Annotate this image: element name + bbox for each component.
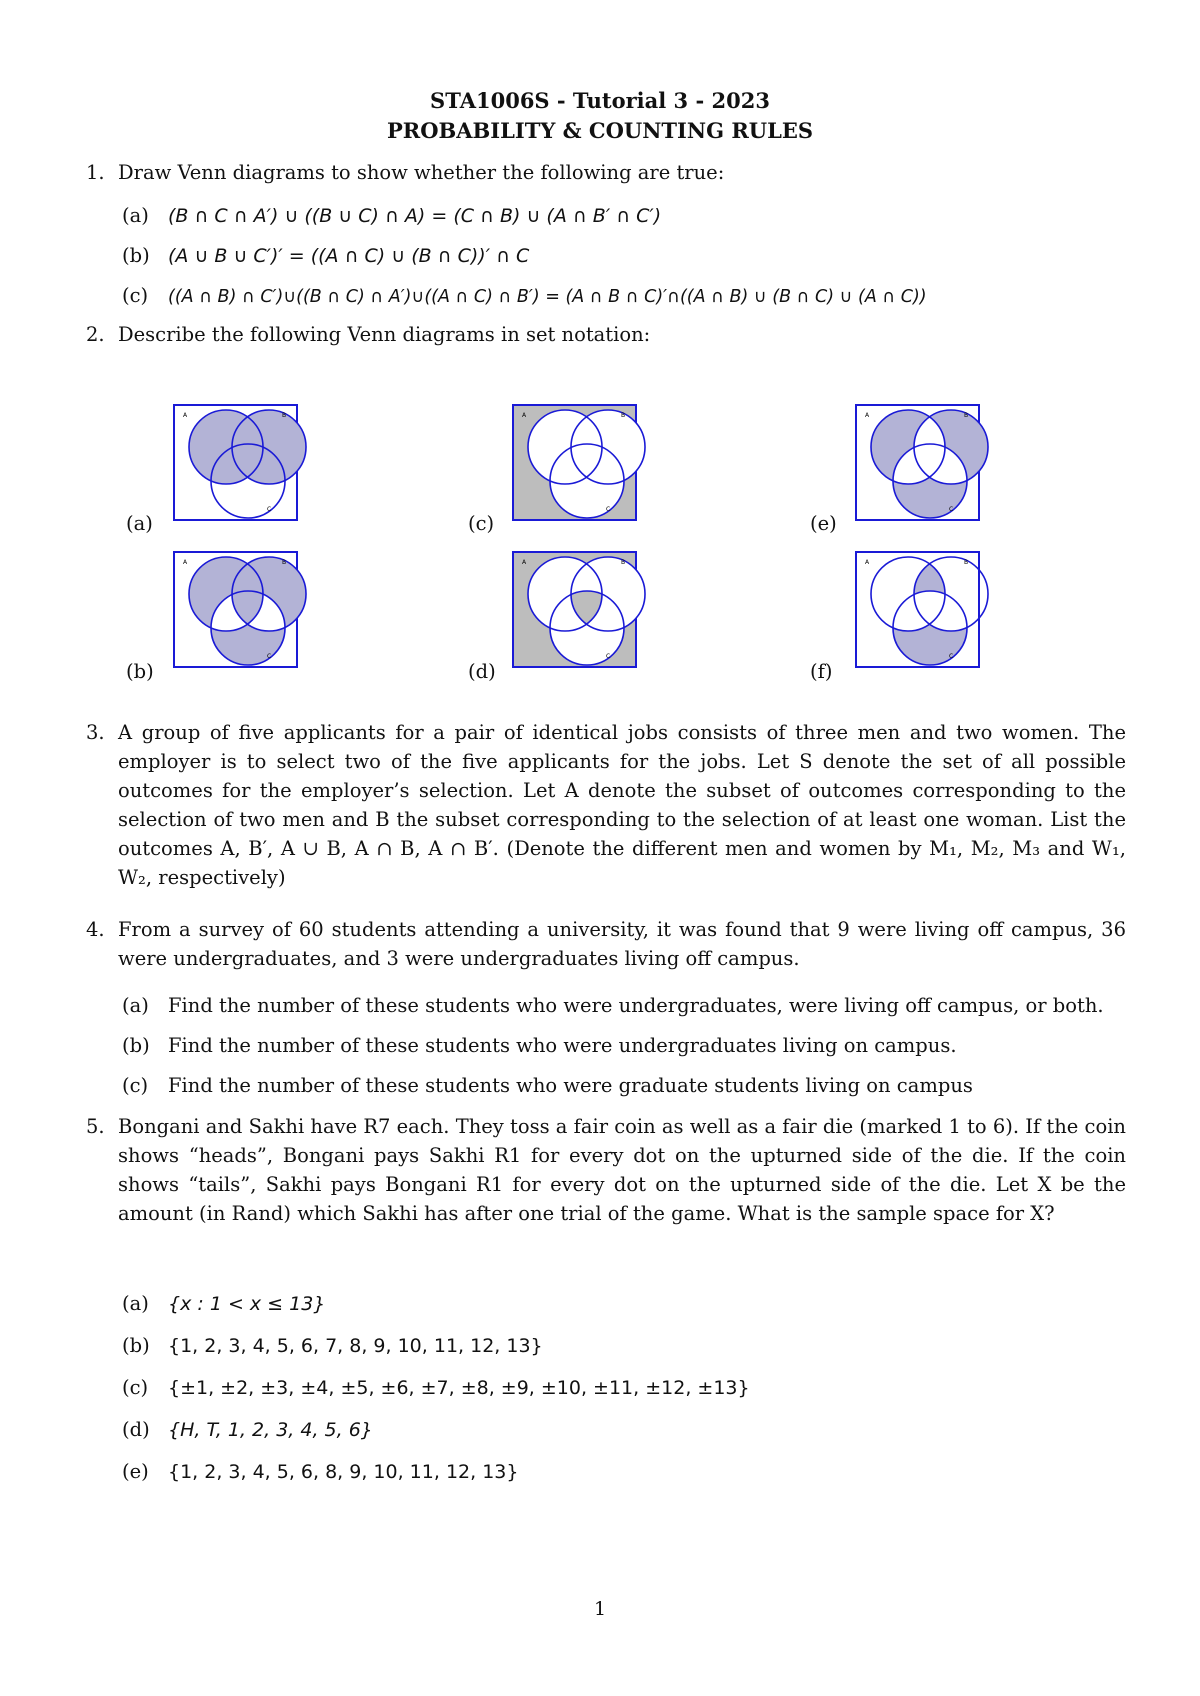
- question-number: 3.: [86, 721, 105, 744]
- item-expression: {H, T, 1, 2, 3, 4, 5, 6}: [168, 1419, 373, 1441]
- question-text: Describe the following Venn diagrams in set notation:: [118, 323, 651, 346]
- set-label-b: B: [621, 559, 626, 566]
- item-expression: {1, 2, 3, 4, 5, 6, 7, 8, 9, 10, 11, 12, 13}: [168, 1335, 543, 1357]
- question-2: [86, 320, 1126, 349]
- list-item: [122, 1326, 1132, 1368]
- diagram-label-f: (f): [810, 660, 833, 683]
- set-label-c: C: [267, 653, 272, 660]
- item-label: (a): [122, 204, 149, 227]
- list-item: [122, 1066, 1132, 1106]
- set-label-c: C: [606, 506, 611, 513]
- set-label-a: A: [183, 559, 188, 566]
- diagram-label-c: (c): [468, 512, 495, 535]
- set-label-b: B: [964, 412, 969, 419]
- set-label-a: A: [865, 559, 870, 566]
- diagram-label-d: (d): [468, 660, 496, 683]
- set-label-a: A: [522, 559, 527, 566]
- list-item: [122, 1452, 1132, 1494]
- question-number: 1.: [86, 161, 105, 184]
- question-3: [86, 718, 1126, 892]
- set-label-c: C: [267, 506, 272, 513]
- diagram-label-b: (b): [126, 660, 154, 683]
- item-label: (c): [122, 1074, 149, 1097]
- item-text: Find the number of these students who were undergraduates living on campus.: [168, 1034, 957, 1057]
- item-expression: (A ∪ B ∪ C′)′ = ((A ∩ C) ∪ (B ∩ C))′ ∩ C: [168, 245, 530, 267]
- question-number: 2.: [86, 323, 105, 346]
- venn-diagram-e: [856, 405, 988, 520]
- question-5: [86, 1112, 1126, 1228]
- question-4-items: [122, 986, 1132, 1106]
- list-item: [122, 1284, 1132, 1326]
- list-item: [122, 1410, 1132, 1452]
- question-text: From a survey of 60 students attending a university, it was found that 9 were living off campus, 36 were undergraduates, and 3 were undergraduates living off campus.: [118, 918, 1126, 970]
- title-line-1: STA1006S - Tutorial 3 - 2023: [430, 88, 770, 113]
- item-expression: ((A ∩ B) ∩ C′)∪((B ∩ C) ∩ A′)∪((A ∩ C) ∩ B′) = (A ∩ B ∩ C)′∩((A ∩ B) ∪ (B ∩ C) ∪ (A ∩ C)): [168, 287, 927, 307]
- venn-diagram-d: [513, 552, 645, 667]
- list-item: [122, 236, 1132, 276]
- venn-diagram-c: [513, 405, 645, 520]
- item-label: (b): [122, 1034, 150, 1057]
- item-expression: {1, 2, 3, 4, 5, 6, 8, 9, 10, 11, 12, 13}: [168, 1461, 519, 1483]
- set-label-b: B: [621, 412, 626, 419]
- list-item: [122, 196, 1132, 236]
- question-1: [86, 158, 1126, 187]
- venn-diagram-a: [174, 405, 306, 520]
- question-number: 5.: [86, 1115, 105, 1138]
- item-expression: (B ∩ C ∩ A′) ∪ ((B ∪ C) ∩ A) = (C ∩ B) ∪ (A ∩ B′ ∩ C′): [168, 205, 662, 227]
- set-label-c: C: [949, 653, 954, 660]
- title-line-2: PROBABILITY & COUNTING RULES: [386, 118, 814, 143]
- set-label-a: A: [522, 412, 527, 419]
- set-label-a: A: [865, 412, 870, 419]
- question-number: 4.: [86, 918, 105, 941]
- item-label: (c): [122, 1376, 149, 1399]
- venn-diagram-b: [174, 552, 306, 667]
- item-text: Find the number of these students who were graduate students living on campus: [168, 1074, 973, 1097]
- item-text: Find the number of these students who were undergraduates, were living off campus, or both.: [168, 994, 1104, 1017]
- set-label-b: B: [282, 412, 287, 419]
- set-label-a: A: [183, 412, 188, 419]
- item-label: (a): [122, 1292, 149, 1315]
- item-expression: {x : 1 < x ≤ 13}: [168, 1293, 326, 1315]
- set-label-c: C: [606, 653, 611, 660]
- question-5-items: [122, 1284, 1132, 1494]
- diagram-label-e: (e): [810, 512, 837, 535]
- item-label: (c): [122, 284, 149, 307]
- item-label: (b): [122, 1334, 150, 1357]
- item-label: (a): [122, 994, 149, 1017]
- item-label: (b): [122, 244, 150, 267]
- question-1-items: [122, 196, 1132, 316]
- list-item: [122, 1026, 1132, 1066]
- list-item: [122, 1368, 1132, 1410]
- question-text: Bongani and Sakhi have R7 each. They toss a fair coin as well as a fair die (marked 1 to 6). If the coin shows “heads”, Bongani pays Sakhi R1 for every dot on the upturned side of the die. If the coin shows “tails”, Sakhi pays Bongani R1 for every dot on the upturned side of the die. Let X be the amount (in Rand) which Sakhi has after one trial of the game. What is the sample space for X?: [118, 1115, 1126, 1225]
- item-label: (d): [122, 1418, 150, 1441]
- question-4: [86, 915, 1126, 973]
- venn-diagram-f: [856, 552, 988, 667]
- list-item: [122, 276, 1132, 316]
- set-label-b: B: [282, 559, 287, 566]
- set-label-c: C: [949, 506, 954, 513]
- venn-diagrams: [0, 390, 1200, 690]
- item-expression: {±1, ±2, ±3, ±4, ±5, ±6, ±7, ±8, ±9, ±10, ±11, ±12, ±13}: [168, 1377, 750, 1399]
- set-label-b: B: [964, 559, 969, 566]
- diagram-label-a: (a): [126, 512, 153, 535]
- page-number: 1: [593, 1598, 607, 1620]
- question-text: Draw Venn diagrams to show whether the following are true:: [118, 161, 725, 184]
- item-label: (e): [122, 1460, 149, 1483]
- list-item: [122, 986, 1132, 1026]
- question-text: A group of five applicants for a pair of identical jobs consists of three men and two women. The employer is to select two of the five applicants for the jobs. Let S denote the set of all possible outcomes for the employer’s selection. Let A denote the subset of outcomes corresponding to the selection of two men and B the subset corresponding to the selection of at least one woman. List the outcomes A, B′, A ∪ B, A ∩ B, A ∩ B′. (Denote the different men and women by M₁, M₂, M₃ and W₁, W₂, respectively): [118, 721, 1126, 889]
